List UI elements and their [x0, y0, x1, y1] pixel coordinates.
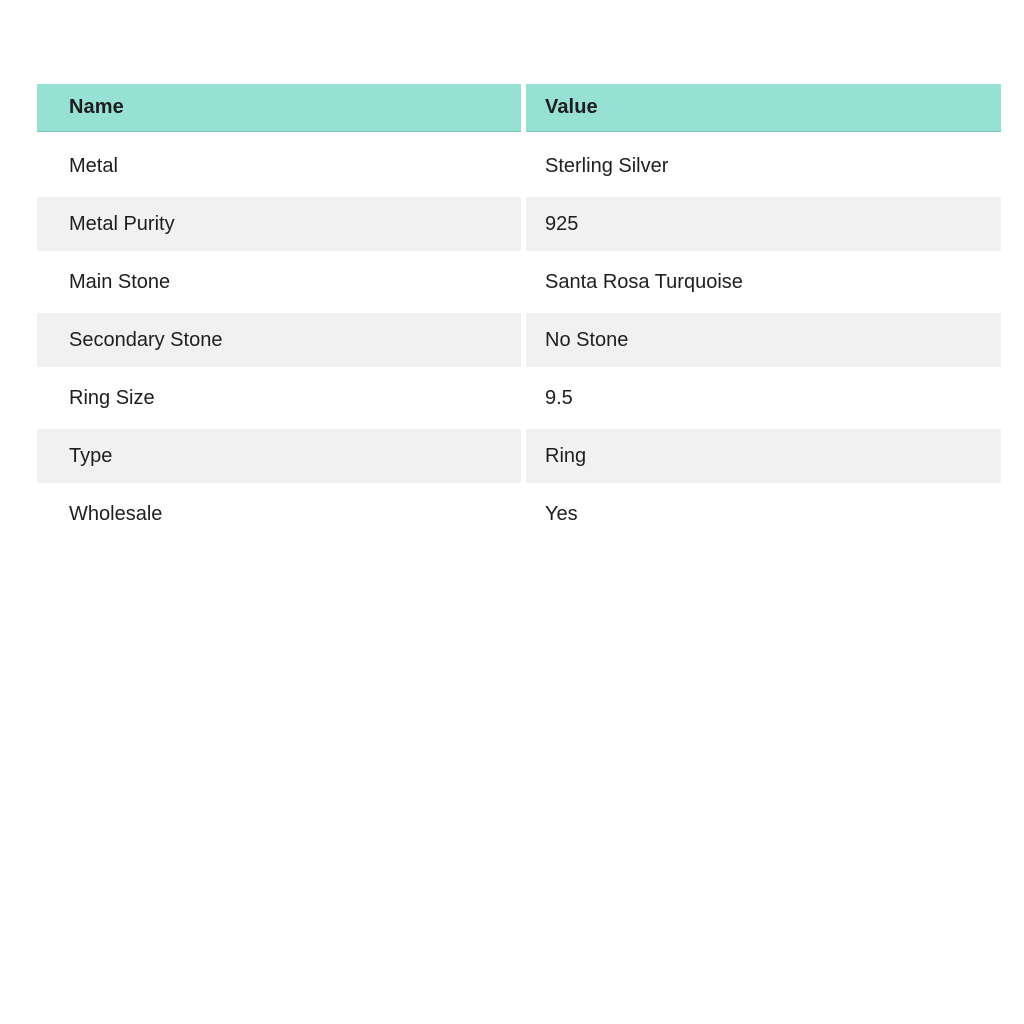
- spec-table-body: [37, 137, 1001, 543]
- spec-name-cell: Ring Size: [69, 386, 155, 409]
- table-row: [37, 195, 1001, 253]
- product-spec-table: [37, 84, 1001, 543]
- table-row: [37, 253, 1001, 311]
- spec-value-cell: 925: [526, 197, 1001, 251]
- spec-value-cell: Sterling Silver: [545, 154, 669, 177]
- spec-value-cell: Ring: [526, 429, 1001, 483]
- spec-name-cell: Wholesale: [69, 502, 163, 525]
- header-cell-value: Value: [526, 84, 1001, 132]
- table-row: [37, 427, 1001, 485]
- spec-table-header: [37, 84, 1001, 132]
- table-row: [37, 311, 1001, 369]
- table-row: [37, 485, 1001, 543]
- spec-name-cell: Secondary Stone: [37, 313, 521, 367]
- spec-value-cell: No Stone: [526, 313, 1001, 367]
- spec-value-cell: Yes: [545, 502, 578, 525]
- spec-name-cell: Type: [37, 429, 521, 483]
- spec-name-cell: Metal: [69, 154, 118, 177]
- spec-name-cell: Metal Purity: [37, 197, 521, 251]
- table-row: [37, 137, 1001, 195]
- table-row: [37, 369, 1001, 427]
- header-cell-name: Name: [37, 84, 521, 132]
- spec-value-cell: 9.5: [545, 386, 573, 409]
- spec-name-cell: Main Stone: [69, 270, 171, 293]
- spec-value-cell: Santa Rosa Turquoise: [545, 270, 743, 293]
